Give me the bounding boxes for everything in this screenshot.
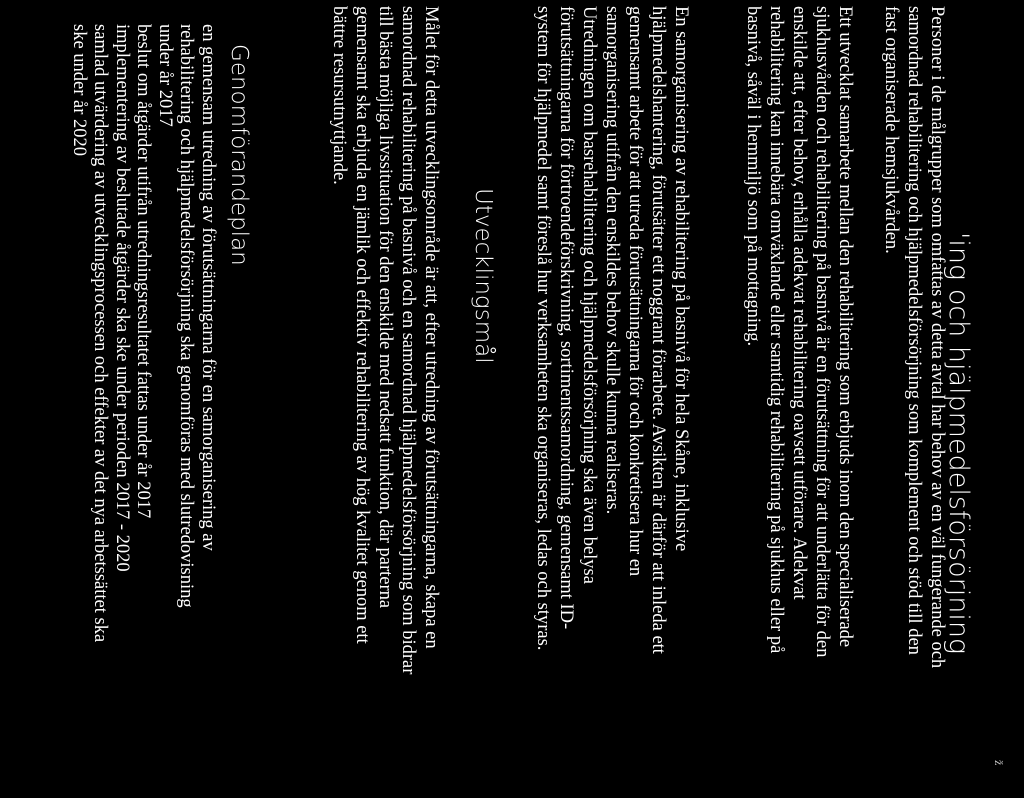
paragraph-target-groups bbox=[879, 6, 948, 668]
text-line: Ett utvecklat samarbete mellan den rehabilitering som erbjuds inom den specialiserade bbox=[835, 6, 855, 648]
text-line: gemensamt ska erbjuda en jämlik och effektiv rehabilitering av hög kvalitet genom ett bbox=[352, 6, 372, 644]
text-line: samordnad rehabilitering och hjälpmedelsförsörjning som komplement och stöd till den bbox=[904, 6, 924, 655]
text-line: En samorganisering av rehabilitering på basnivå för hela Skåne, inklusive bbox=[671, 6, 691, 552]
paragraph-cooperation bbox=[741, 6, 856, 657]
text-line: fast organiserade hemsjukvården. bbox=[881, 6, 901, 254]
text-line: samorganisering utifrån den enskildes behov skulle kunna realiseras. bbox=[602, 6, 622, 515]
text-line: förutsättningarna för förtroendeförskrivning, sortimentssamordning, gemensamt ID- bbox=[556, 6, 576, 630]
list-item: beslut om åtgärder utifrån utredningsresultatet fattas under år 2017 bbox=[133, 24, 154, 519]
implementation-plan-list bbox=[68, 24, 219, 642]
list-item: rehabilitering och hjälpmedelsförsörjning ska genomföras med slutredovisning bbox=[176, 24, 197, 608]
list-item: implementering av beslutade åtgärder ska ske under perioden 2017 - 2020 bbox=[112, 24, 132, 572]
paragraph-co-organisation bbox=[531, 6, 692, 654]
text-line: Utredningen om basrehabilitering och hjälpmedelsförsörjning ska även belysa bbox=[579, 6, 599, 584]
text-line: bättre resursutnyttjande. bbox=[329, 6, 349, 185]
text-line: Personer i de målgrupper som omfattas av detta avtal har behov av en väl fungerande och bbox=[927, 6, 947, 669]
scan-mark: ž bbox=[992, 760, 1006, 766]
list-item: ske under år 2020 bbox=[69, 24, 89, 157]
text-line: basnivå, såväl i hemmiljö som på mottagning. bbox=[743, 6, 763, 347]
list-item: under år 2017 bbox=[155, 24, 175, 127]
text-line: rehabilitering kan innebära omväxlande eller samtidig rehabilitering på sjukhus eller på bbox=[766, 6, 786, 654]
text-line: Målet för detta utvecklingsområde är att, efter utredning av förutsättningarna, skapa en bbox=[421, 6, 441, 649]
list-item: en gemensam utredning av förutsättningarna för en samorganisering av bbox=[198, 24, 218, 551]
text-line: samordnad rehabilitering på basnivå och en samordnad hjälpmedelsförsörjning som bidrar bbox=[398, 6, 418, 675]
list-item: samlad utvärdering av utvecklingsprocessen och effekter av det nya arbetssättet ska bbox=[90, 24, 111, 643]
text-line: sjukhusvården och rehabilitering på basnivå är en förutsättning för att underlätta för den bbox=[812, 6, 832, 658]
paragraph-development-goal bbox=[327, 6, 442, 674]
text-line: hjälpmedelshantering, förutsätter ett noggrant förarbete. Avsikten är därför att inleda ett bbox=[648, 6, 668, 654]
text-line: system för hjälpmedel samt föreslå hur verksamheten ska organiseras, ledas och styras. bbox=[533, 6, 553, 651]
section-heading-development-goals: Utvecklingsmål bbox=[470, 188, 496, 364]
text-line: gemensamt arbete för att utreda förutsättningarna för och konkretisera hur en bbox=[625, 6, 645, 577]
text-line: till bästa möjliga livssituation för den enskilde med nedsatt funktion, där parterna bbox=[375, 6, 395, 609]
text-line: enskilde att, efter behov, erhålla adekvat rehabilitering oavsett utförare. Adekvat bbox=[789, 6, 809, 600]
section-heading-implementation-plan: Genomförandeplan bbox=[226, 44, 252, 266]
section-heading-rehabilitation: 'ing och hjälpmedelsförsörjning bbox=[943, 232, 974, 655]
